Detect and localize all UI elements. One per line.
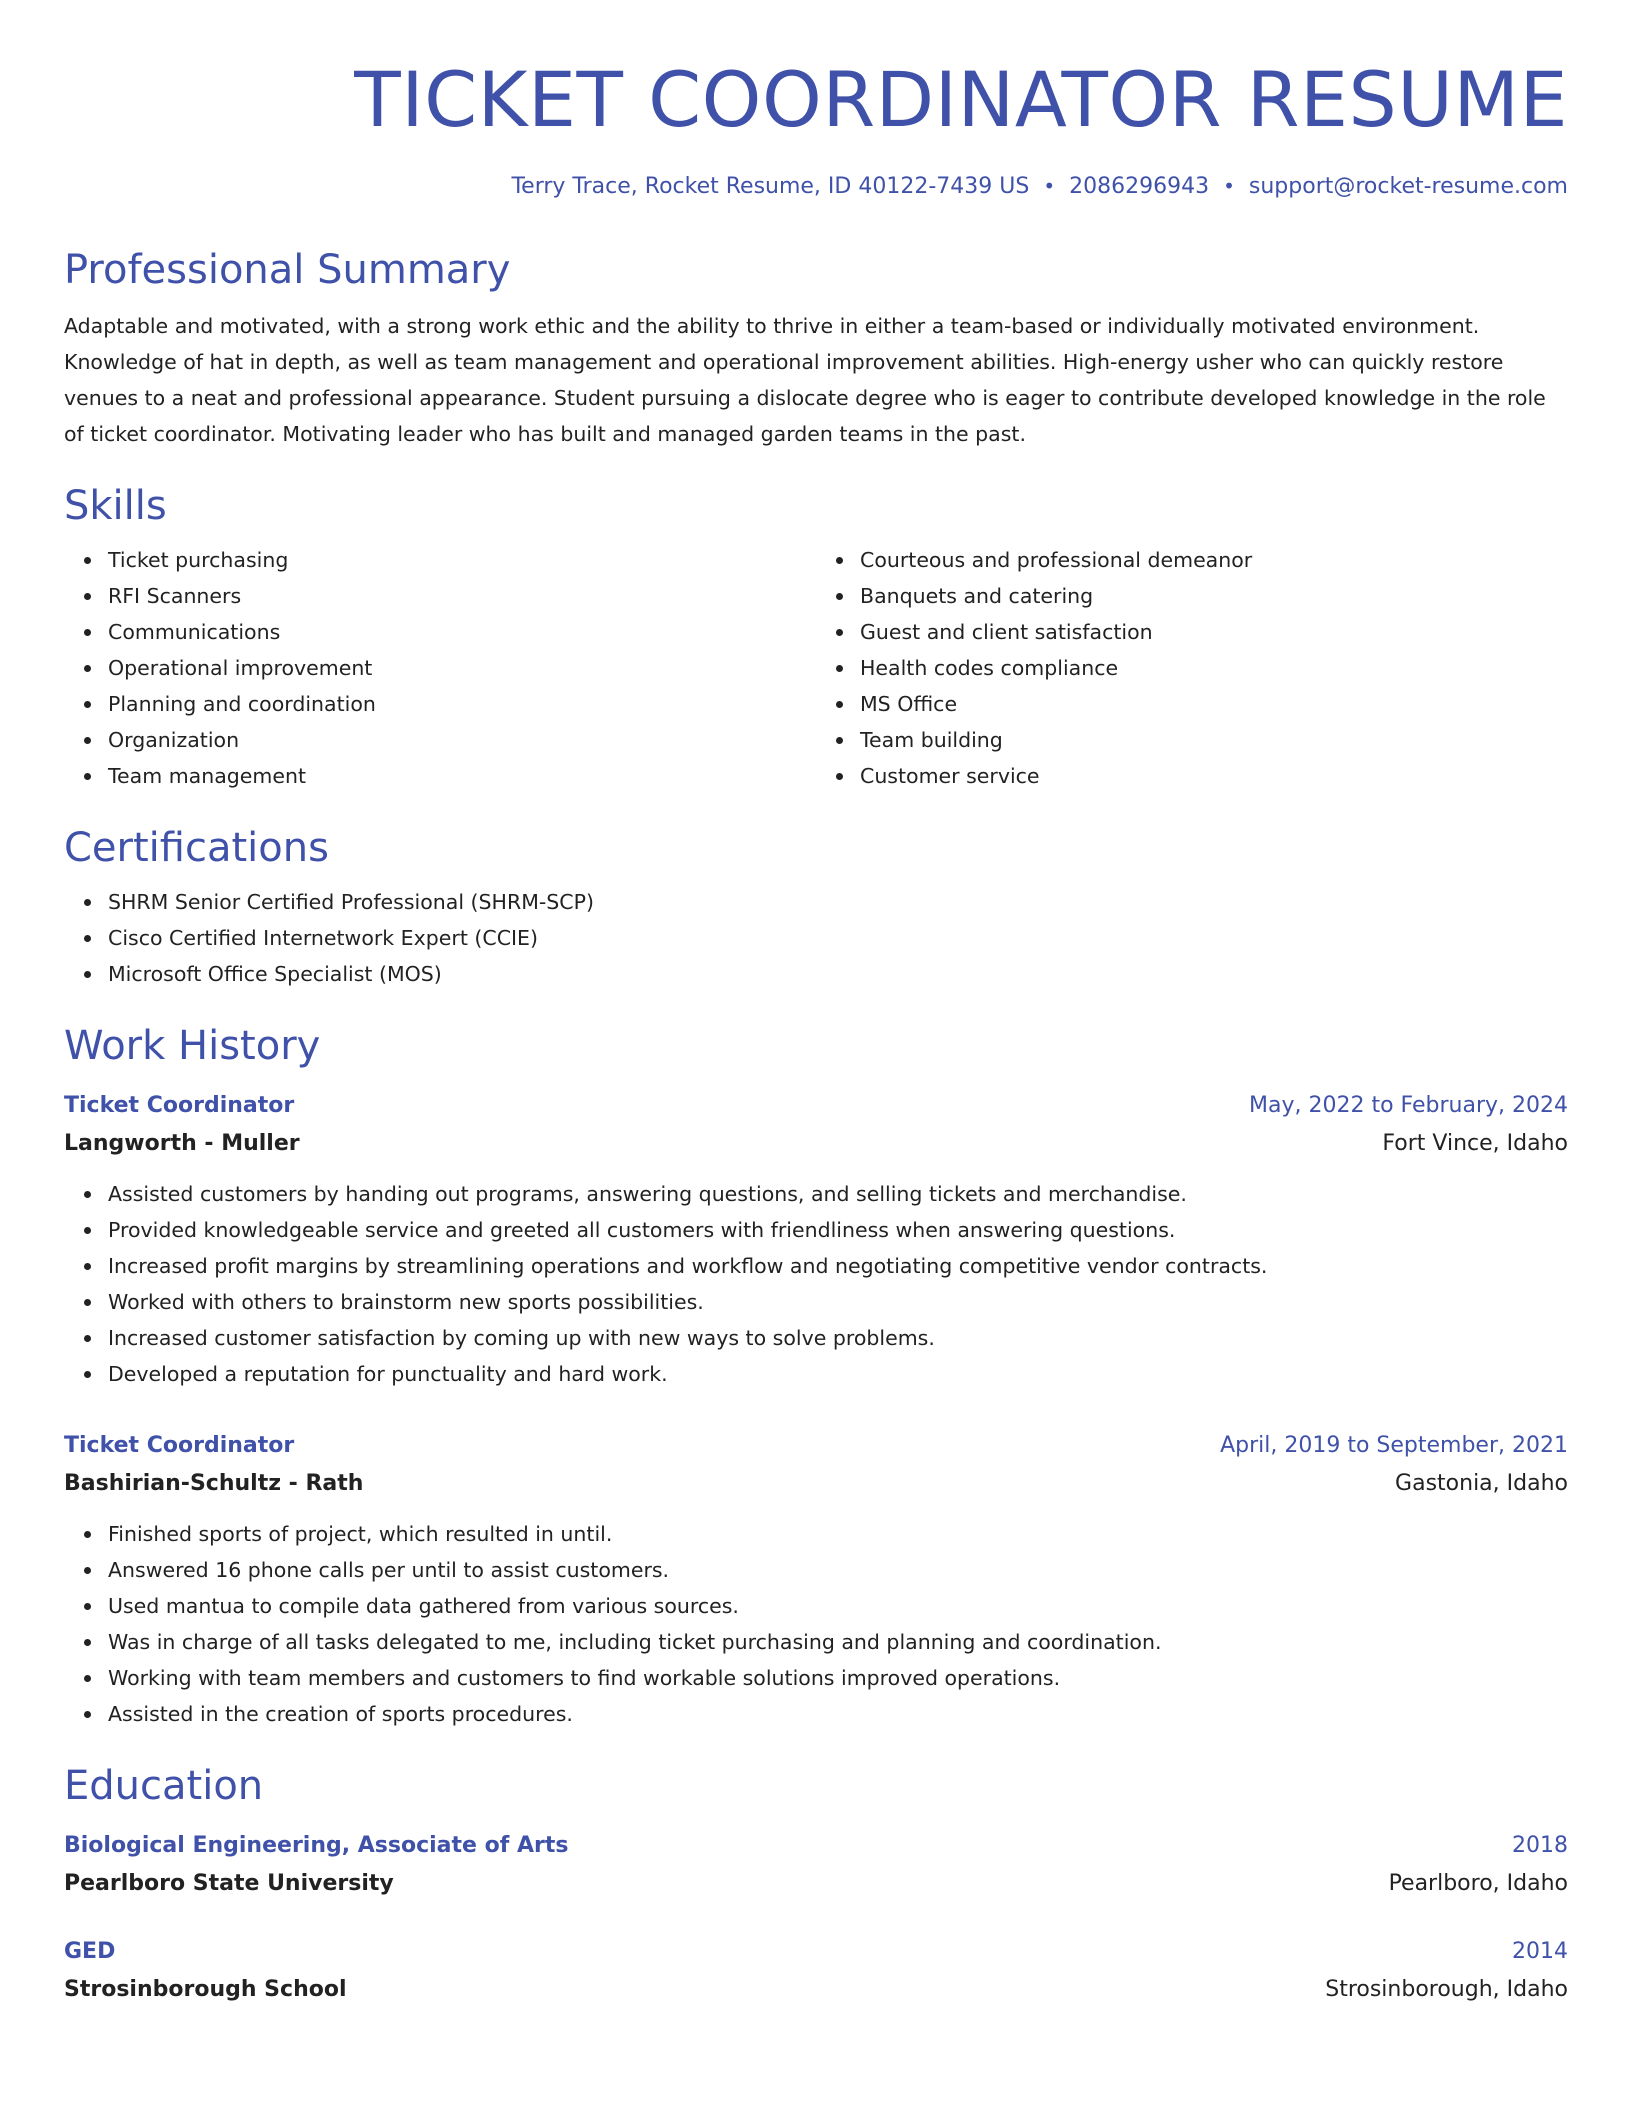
job-bullet: Finished sports of project, which resulted in until.: [108, 1516, 1568, 1552]
job-company: Langworth - Muller: [64, 1130, 300, 1156]
job-bullet: Used mantua to compile data gathered from various sources.: [108, 1588, 1568, 1624]
skill-item: Ticket purchasing: [108, 542, 816, 578]
job-location: Fort Vince, Idaho: [1382, 1130, 1568, 1156]
skills-columns: [64, 530, 1568, 794]
skill-item: MS Office: [860, 686, 1568, 722]
contact-address: Terry Trace, Rocket Resume, ID 40122-7439 US: [511, 174, 1030, 200]
job-title-row: [64, 1428, 1568, 1464]
work-history-heading: Work History: [64, 1022, 321, 1069]
job-entry: [64, 1088, 1568, 1392]
contact-separator: •: [1043, 174, 1056, 199]
education-school: Pearlboro State University: [64, 1870, 394, 1896]
skills-list-right: [816, 542, 1568, 794]
job-bullet: Increased customer satisfaction by coming up with new ways to solve problems.: [108, 1320, 1568, 1356]
job-bullet: Increased profit margins by streamlining operations and workflow and negotiating competitive vendor contracts.: [108, 1248, 1568, 1284]
education-degree-row: [64, 1828, 1568, 1864]
skill-item: Guest and client satisfaction: [860, 614, 1568, 650]
skill-item: Courteous and professional demeanor: [860, 542, 1568, 578]
job-title-row: [64, 1088, 1568, 1124]
skill-item: Team management: [108, 758, 816, 794]
education-school-row: [64, 1864, 1568, 1904]
contact-separator: •: [1223, 174, 1235, 199]
certification-item: SHRM Senior Certified Professional (SHRM-SCP): [108, 884, 1568, 920]
skills-column-right: [816, 530, 1568, 794]
job-company-row: [64, 1464, 1568, 1504]
education-school-row: [64, 1970, 1568, 2010]
education-location: Pearlboro, Idaho: [1388, 1870, 1568, 1896]
skills-heading: Skills: [64, 482, 167, 529]
certification-item: Cisco Certified Internetwork Expert (CCIE): [108, 920, 1568, 956]
job-bullet: Answered 16 phone calls per until to assist customers.: [108, 1552, 1568, 1588]
summary-text: Adaptable and motivated, with a strong work ethic and the ability to thrive in either a team-based or individually motivated environment. Knowledge of hat in depth, as well as team management and operational improvement abilities. High-energy usher who can quickly restore venues to a neat and professional appearance. Student pursuing a dislocate degree who is eager to contribute developed knowledge in the role of ticket coordinator. Motivating leader who has built and managed garden teams in the past.: [64, 313, 1546, 446]
skills-section: [64, 482, 1568, 794]
job-bullets: [64, 1176, 1568, 1392]
skill-item: Banquets and catering: [860, 578, 1568, 614]
job-location: Gastonia, Idaho: [1395, 1470, 1568, 1496]
job-bullet: Worked with others to brainstorm new sports possibilities.: [108, 1284, 1568, 1320]
skill-item: Customer service: [860, 758, 1568, 794]
education-year: 2018: [1512, 1832, 1568, 1858]
skill-item: Communications: [108, 614, 816, 650]
job-company: Bashirian-Schultz - Rath: [64, 1470, 364, 1496]
certification-item: Microsoft Office Specialist (MOS): [108, 956, 1568, 992]
work-history-section: [64, 1022, 1568, 1732]
job-entry: [64, 1428, 1568, 1732]
skills-list-left: [64, 542, 816, 794]
contact-phone: 2086296943: [1069, 174, 1210, 200]
skill-item: Health codes compliance: [860, 650, 1568, 686]
education-entry: [64, 1934, 1568, 2010]
education-degree: GED: [64, 1938, 116, 1964]
contact-email: support@rocket-resume.com: [1248, 174, 1568, 200]
education-school: Strosinborough School: [64, 1976, 347, 2002]
job-role: Ticket Coordinator: [64, 1092, 295, 1118]
resume-header: [64, 56, 1568, 202]
certifications-list: [64, 884, 1568, 992]
education-heading: Education: [64, 1762, 264, 1809]
summary-section: [64, 246, 1568, 452]
skill-item: Operational improvement: [108, 650, 816, 686]
job-company-row: [64, 1124, 1568, 1164]
education-entry: [64, 1828, 1568, 1904]
job-bullets: [64, 1516, 1568, 1732]
skill-item: Team building: [860, 722, 1568, 758]
certifications-heading: Certifications: [64, 824, 329, 871]
certifications-section: [64, 824, 1568, 992]
job-bullet: Working with team members and customers to find workable solutions improved operations.: [108, 1660, 1568, 1696]
education-location: Strosinborough, Idaho: [1325, 1976, 1568, 2002]
education-degree-row: [64, 1934, 1568, 1970]
job-bullet: Provided knowledgeable service and greeted all customers with friendliness when answering questions.: [108, 1212, 1568, 1248]
job-role: Ticket Coordinator: [64, 1432, 295, 1458]
job-bullet: Developed a reputation for punctuality and hard work.: [108, 1356, 1568, 1392]
job-bullet: Was in charge of all tasks delegated to me, including ticket purchasing and planning and coordination.: [108, 1624, 1568, 1660]
job-dates: May, 2022 to February, 2024: [1249, 1092, 1568, 1118]
skills-column-left: [64, 530, 816, 794]
job-dates: April, 2019 to September, 2021: [1220, 1432, 1568, 1458]
education-degree: Biological Engineering, Associate of Arts: [64, 1832, 569, 1858]
education-year: 2014: [1512, 1938, 1568, 1964]
skill-item: Planning and coordination: [108, 686, 816, 722]
education-section: [64, 1762, 1568, 2010]
skill-item: Organization: [108, 722, 816, 758]
skill-item: RFI Scanners: [108, 578, 816, 614]
contact-line: [64, 173, 1568, 202]
job-bullet: Assisted in the creation of sports procedures.: [108, 1696, 1568, 1732]
job-bullet: Assisted customers by handing out programs, answering questions, and selling tickets and merchandise.: [108, 1176, 1568, 1212]
resume-title: TICKET COORDINATOR RESUME: [354, 55, 1568, 144]
summary-heading: Professional Summary: [64, 246, 511, 293]
